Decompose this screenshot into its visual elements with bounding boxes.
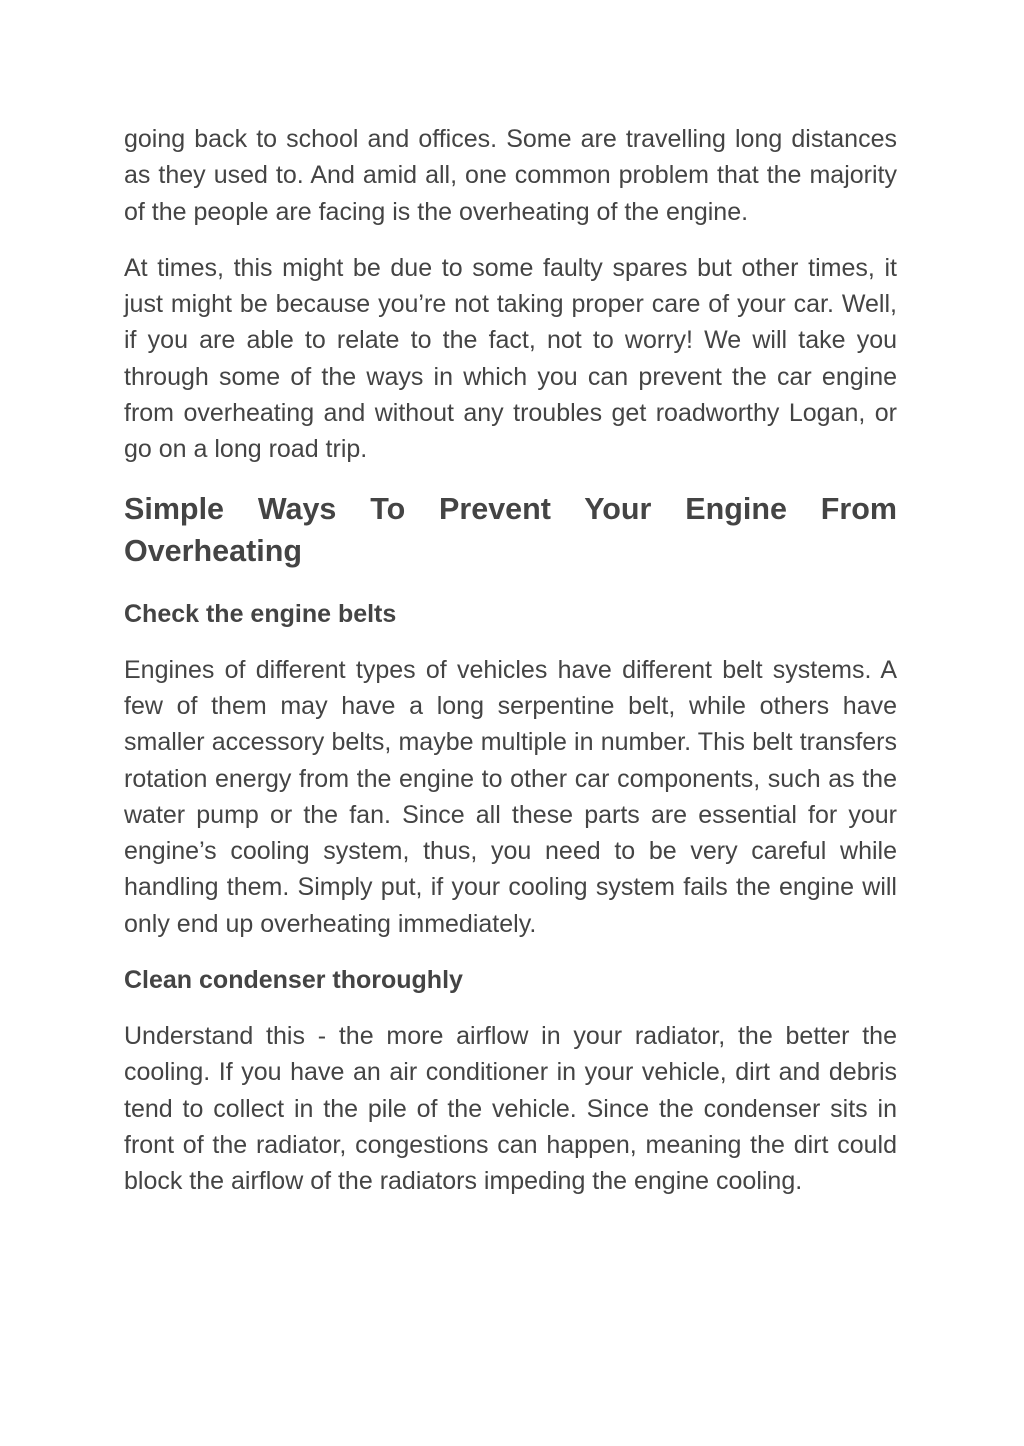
intro-paragraph-2: At times, this might be due to some faulty spares but other times, it just might be because you’re not taking proper care of your car. Well, if you are able to relate to the fact, not to worry! We will take you through some of the ways in which you can prevent the car engine from overheating and without any troubles get roadworthy Logan, or go on a long road trip. [124,253,897,464]
subheading-clean-condenser: Clean condenser thoroughly [124,966,463,995]
paragraph-clean-condenser: Understand this - the more airflow in your radiator, the better the cooling. If you have an air conditioner in your vehicle, dirt and debris tend to collect in the pile of the vehicle. Since the condenser sits in front of the radiator, congestions can happen, meaning the dirt could block the airflow of the radiators impeding the engine cooling. [124,1022,897,1196]
document-page [124,121,897,1220]
section-heading: Simple Ways To Prevent Your Engine From Overheating [124,491,897,568]
paragraph-engine-belts: Engines of different types of vehicles have different belt systems. A few of them may have a long serpentine belt, while others have smaller accessory belts, maybe multiple in number. This belt transfers rotation energy from the engine to other car components, such as the water pump or the fan. Since all these parts are essential for your engine’s cooling system, thus, you need to be very careful while handling them. Simply put, if your cooling system fails the engine will only end up overheating immediately. [124,655,897,938]
intro-paragraph-1: going back to school and offices. Some are travelling long distances as they used to. And amid all, one common problem that the majority of the people are facing is the overheating of the engine. [124,125,897,226]
subheading-engine-belts: Check the engine belts [124,599,397,628]
